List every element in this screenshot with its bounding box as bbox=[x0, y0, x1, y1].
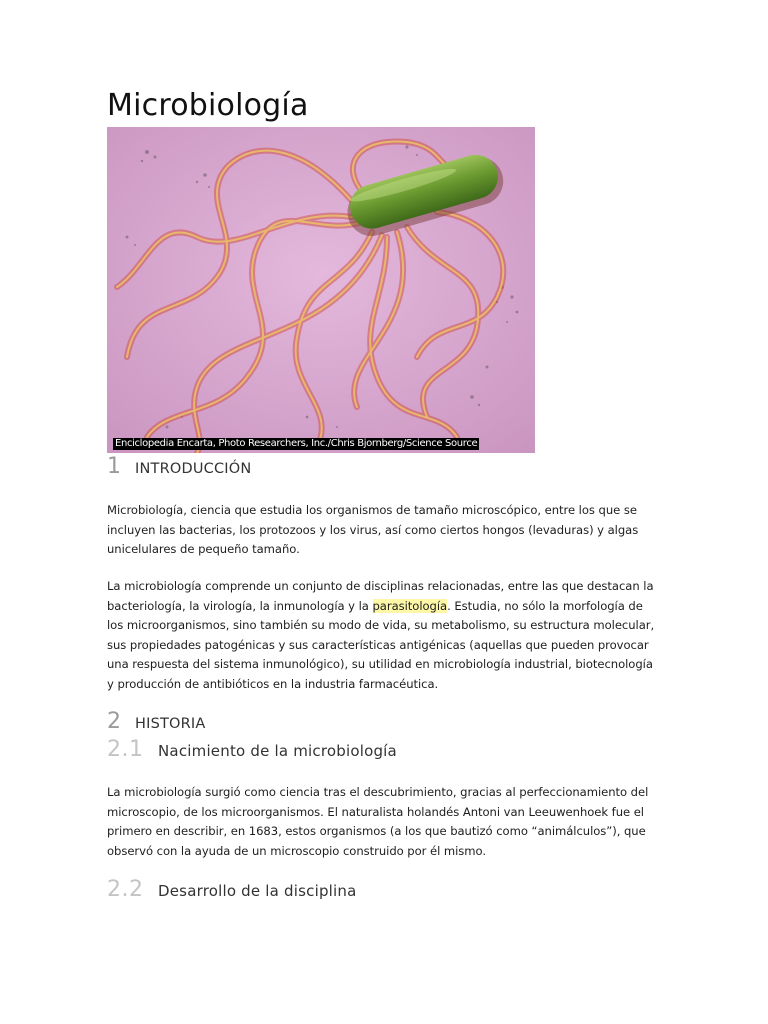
section-title: INTRODUCCIÓN bbox=[135, 461, 252, 477]
subsection-heading-nacimiento bbox=[107, 737, 397, 762]
section-heading-historia bbox=[107, 709, 206, 734]
section-number: 2 bbox=[107, 709, 121, 734]
bacterium-illustration bbox=[107, 127, 535, 453]
subsection-number: 2.1 bbox=[107, 737, 144, 762]
section-number: 1 bbox=[107, 454, 121, 479]
document-title: Microbiología bbox=[107, 88, 309, 123]
subsection-number: 2.2 bbox=[107, 877, 144, 902]
subsection-heading-desarrollo bbox=[107, 877, 357, 902]
section-heading-introduccion bbox=[107, 454, 251, 479]
bacterium-photo bbox=[107, 127, 535, 453]
subsection-title: Nacimiento de la microbiología bbox=[158, 742, 397, 760]
intro-paragraph-2-end: . Estudia, no sólo la morfología de los microorganismos, sino también su modo de vida, su metabolismo, su estructura molecular, sus propiedades patogénicas y sus características antigénicas (aquellas que pueden provocar una respuesta del sistema inmunológico), su utilidad en microbiología industrial, biotecnología y producción de antibióticos en la industria farmacéutica. bbox=[107, 598, 655, 691]
nacimiento-paragraph: La microbiología surgió como ciencia tras el descubrimiento, gracias al perfeccionamiento del microscopio, de los microorganismos. El naturalista holandés Antoni van Leeuwenhoek fue el primero en describir, en 1683, estos organismos (a los que bautizó como “animálculos”), que observó con la ayuda de un microscopio construido por él mismo. bbox=[107, 785, 649, 858]
intro-paragraph-2-start: La microbiología comprende un conjunto de disciplinas relacionadas, entre las que destacan la bacteriología, la virología, la inmunología y la bbox=[107, 579, 654, 613]
photo-credit: Enciclopedia Encarta, Photo Researchers, Inc./Chris Bjornberg/Science Source bbox=[115, 438, 478, 449]
intro-paragraph-2 bbox=[107, 577, 659, 694]
section-title: HISTORIA bbox=[135, 716, 206, 732]
intro-paragraph-1: Microbiología, ciencia que estudia los organismos de tamaño microscópico, entre los que se incluyen las bacterias, los protozoos y los virus, así como ciertos hongos (levaduras) y algas unicelulares de pequeño tamaño. bbox=[107, 503, 639, 556]
highlighted-term: parasitología bbox=[372, 598, 448, 613]
subsection-title: Desarrollo de la disciplina bbox=[158, 882, 357, 900]
